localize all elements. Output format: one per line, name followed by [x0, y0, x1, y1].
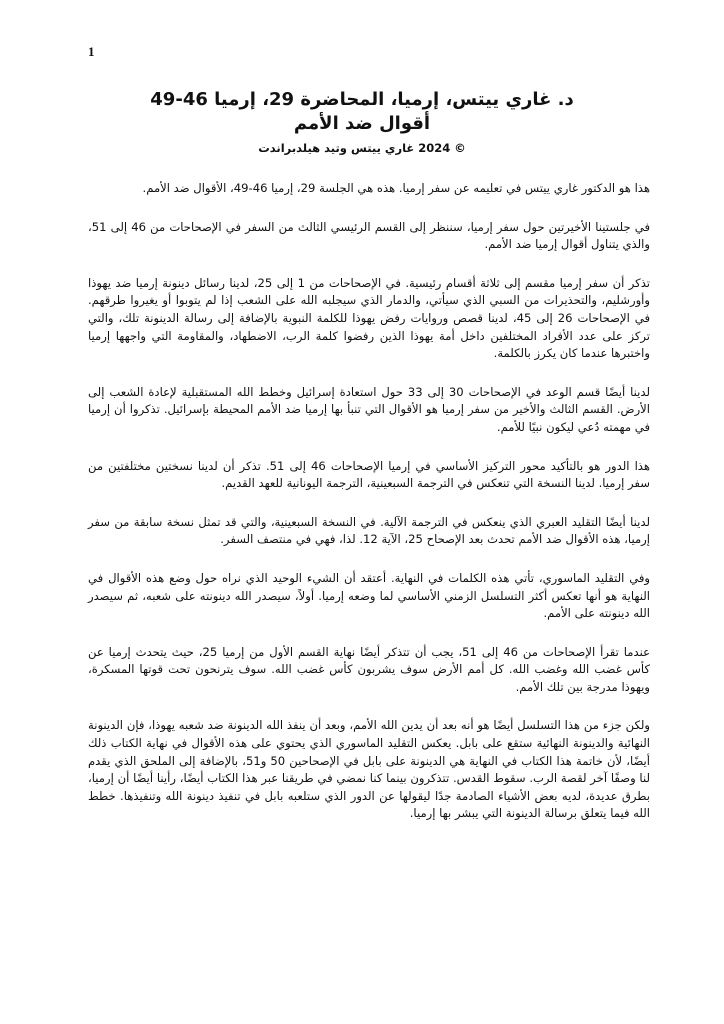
paragraph: عندما تقرأ الإصحاحات من 46 إلى 51، يجب أن تتذكر أيضًا نهاية القسم الأول من إرميا 25، حيث يتحدث إرميا عن كأس غضب الله وغضب الله. كل أمم الأرض سوف يشربون كأس غضب الله. سوف يترنحون تحت قوتها المسكرة، ويهوذا مدرجة بين تلك الأمم. [88, 644, 651, 694]
paragraph: في جلستينا الأخيرتين حول سفر إرميا، سننظر إلى القسم الرئيسي الثالث من السفر في الإصحاحات من 46 إلى 51، والذي يتناول أقوال إرميا ضد الأمم. [88, 219, 650, 252]
paragraph: هذا هو الدكتور غاري ييتس في تعليمه عن سفر إرميا. هذه هي الجلسة 29، إرميا 46-49، الأقوال ضد الأمم. [142, 181, 650, 195]
title-line-1: د. غاري ييتس، إرميا، المحاضرة 29، إرميا 46-49 [150, 89, 574, 110]
title-line-2: أقوال ضد الأمم [293, 113, 431, 134]
document-title [88, 88, 636, 136]
paragraph: ولكن جزء من هذا التسلسل أيضًا هو أنه بعد أن يدين الله الأمم، وبعد أن ينفذ الله الدينونة ضد شعبه يهوذا، فإن الدينونة النهائية والدينونة النهائية ستقع على بابل. يعكس التقليد الماسوري الذي يحتوي على هذه الأقوال في نهاية الكتاب ذلك أيضًا، لأن خاتمة هذا الكتاب في النهاية هي الدينونة على بابل في الإصحاحين 50 و51، بالإضافة إلى الملحق الذي يقدم لنا وصفًا آخر لقصة الرب. سقوط القدس. تتذكرون بينما كنا نمضي في طريقنا عبر هذا الكتاب أيضًا، رأينا أيضًا أن إرميا، بطرق عديدة، لديه بعض الأشياء الصادمة جدًا ليقولها عن الدور الذي ستلعبه بابل في تنفيذ دينونة الله وتنفيذها. خطط الله فيما يتعلق برسالة الدينونة التي يبشر بها إرميا. [88, 718, 650, 821]
document-body [88, 180, 650, 844]
copyright-line: © 2024 غاري ييتس وتيد هيلدبراندت [258, 141, 466, 155]
paragraph: هذا الدور هو بالتأكيد محور التركيز الأساسي في إرميا الإصحاحات 46 إلى 51. تذكر أن لدينا نسختين مختلفتين من سفر إرميا. لدينا النسخة التي تنعكس في الترجمة السبعينية، الترجمة اليونانية للعهد القديم. [88, 458, 650, 491]
paragraph: لدينا أيضًا قسم الوعد في الإصحاحات 30 إلى 33 حول استعادة إسرائيل وخطط الله المستقبلية لإعادة الشعب إلى الأرض. القسم الثالث والأخير من سفر إرميا هو الأقوال التي تنبأ بها إرميا ضد الأمم المحيطة بإسرائيل. تذكروا أن إرميا في مهمته دُعي ليكون نبيًا للأمم. [88, 384, 650, 434]
paragraph: وفي التقليد الماسوري، تأتي هذه الكلمات في النهاية. أعتقد أن الشيء الوحيد الذي نراه حول وضع هذه الأقوال في النهاية هو أنها تعكس أكثر التسلسل الزمني الأساسي لما وضعه إرميا. أولاً، سيصدر الله دينونته على شعبه، ثم سيصدر الله دينونته على الأمم. [88, 570, 650, 621]
document-header [88, 88, 636, 156]
paragraph: لدينا أيضًا التقليد العبري الذي ينعكس في الترجمة الآلية. في النسخة السبعينية، والتي قد تمثل نسخة سابقة من سفر إرميا، هذه الأقوال ضد الأمم تحدث بعد الإصحاح 25، الآية 12. لذا، فهي في منتصف السفر. [88, 514, 650, 547]
page-number: 1 [88, 44, 95, 59]
paragraph: تذكر أن سفر إرميا مقسم إلى ثلاثة أقسام رئيسية. في الإصحاحات من 1 إلى 25، لدينا رسائل دينونة إرميا ضد يهوذا وأورشليم، والتحذيرات من السبي الذي سيأتي، والدمار الذي سيجلبه الله على الشعب إذا لم يتوبوا أو يغيروا طرقهم. في الإصحاحات 26 إلى 45، لدينا قصص وروايات رفض يهوذا للكلمة النبوية بالإضافة إلى رسالة الدينونة تلك، والتي تركز على عدد الأفراد المختلفين داخل أمة يهوذا الذين رفضوا كلمة الرب، الاضطهاد، والمقاومة التي واجهها إرميا واختبرها عندما كان يكرز بالكلمة. [88, 275, 651, 361]
